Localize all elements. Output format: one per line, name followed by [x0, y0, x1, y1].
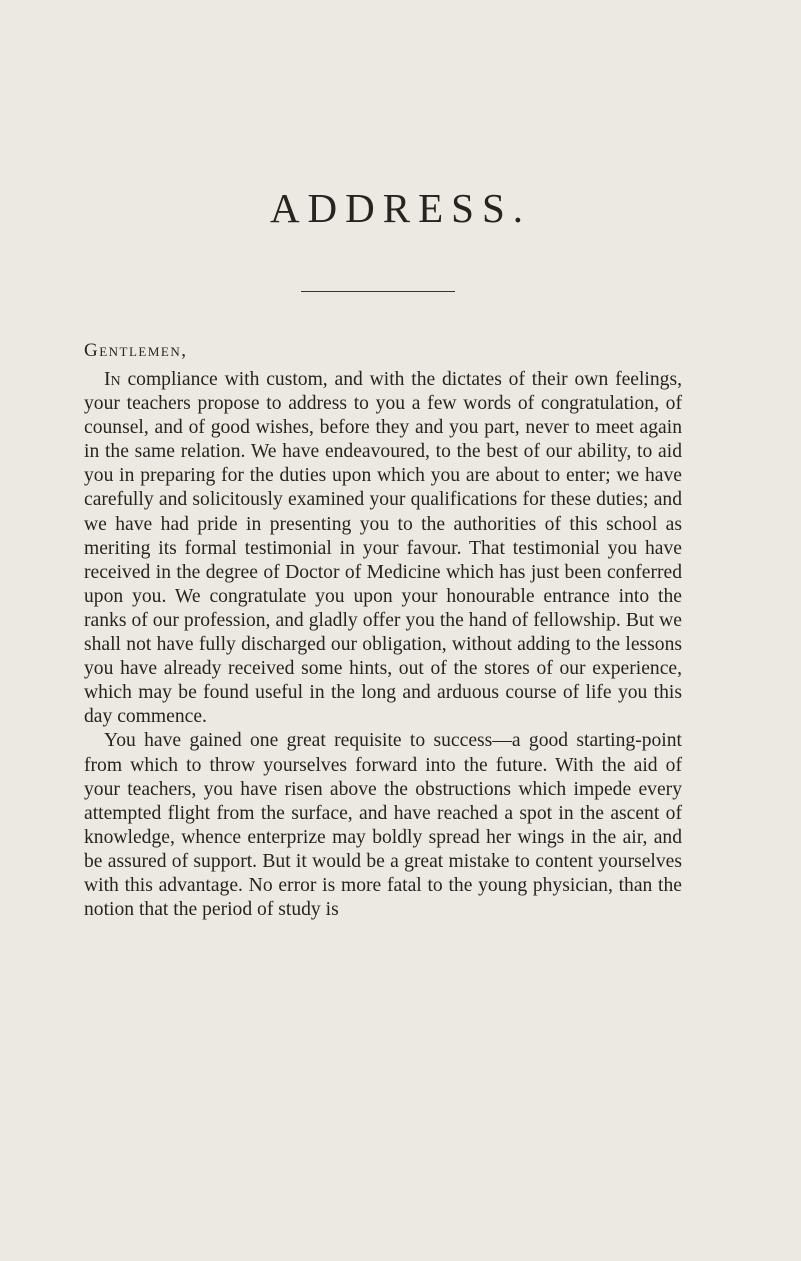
heading-rule — [301, 291, 455, 292]
body-text — [84, 368, 682, 922]
paragraph-1-lead: In — [104, 369, 121, 390]
salutation: Gentlemen, — [84, 340, 188, 361]
page-heading: ADDRESS. — [269, 185, 532, 231]
paragraph-2 — [84, 729, 682, 922]
paragraph-1 — [84, 368, 682, 729]
paragraph-2-text: You have gained one great requisite to success—a good starting-point from which to throw yourselves forward into the future. With the aid of your teachers, you have risen above the obstructions which impede every attempted flight from the surface, and have reached a spot in the ascent of knowledge, whence enterprize may boldly spread her wings in the air, and be assured of support. But it would be a great mistake to content yourselves with this advantage. No error is more fatal to the young physician, than the notion that the period of study is — [84, 730, 682, 921]
paragraph-1-text: compliance with custom, and with the dictates of their own feelings, your teachers propose to address to you a few words of congratulation, of counsel, and of good wishes, before they and you part, never to meet again in the same relation. We have endeavoured, to the best of our ability, to aid you in preparing for the duties upon which you are about to enter; we have carefully and solicitously examined your qualifications for these duties; and we have had pride in presenting you to the authorities of this school as meriting its formal testimonial in your favour. That testimonial you have received in the degree of Doctor of Medicine which has just been conferred upon you. We congratulate you upon your honourable entrance into the ranks of our profession, and gladly offer you the hand of fellowship. But we shall not have fully discharged our obligation, without adding to the lessons you have already received some hints, out of the stores of our experience, which may be found useful in the long and arduous course of life you this day commence. — [84, 369, 682, 728]
